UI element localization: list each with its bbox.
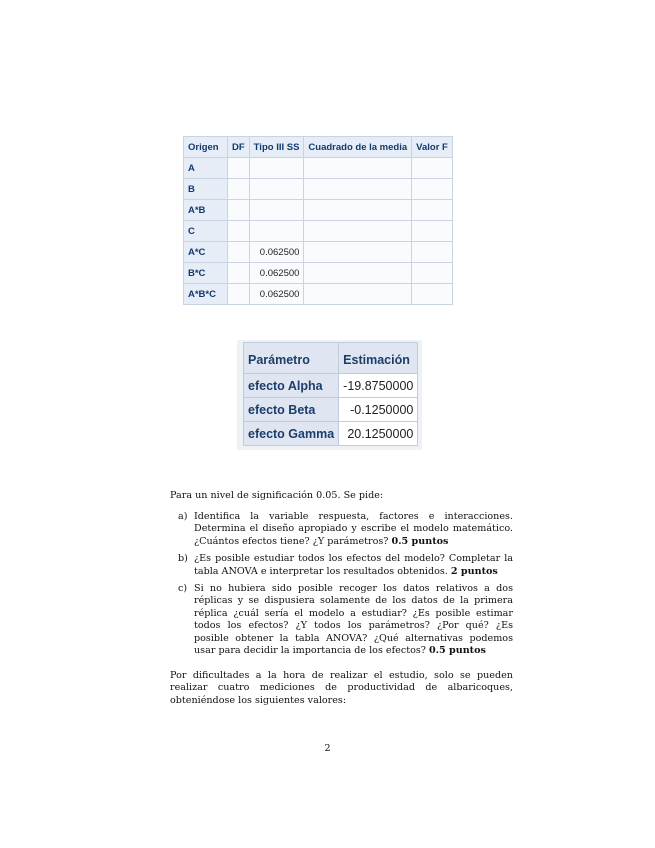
anova-cell-origen: A*B*C: [184, 284, 228, 305]
anova-row: [184, 242, 453, 263]
anova-cell-df: [228, 263, 250, 284]
parameter-header-estimate: Estimación: [339, 343, 418, 374]
anova-row: [184, 158, 453, 179]
anova-header-ms: Cuadrado de la media: [304, 137, 412, 158]
anova-cell-origen: B: [184, 179, 228, 200]
anova-header-ss: Tipo III SS: [249, 137, 304, 158]
question-text: Si no hubiera sido posible recoger los datos relativos a dos réplicas y se dispusiera solamente de los datos de la primera réplica ¿cuál sería el modelo a estudiar? ¿Es posible estimar todos los efectos? ¿Y todos los parámetros? ¿Por qué? ¿Es posible obtener la tabla ANOVA? ¿Qué alternativas podemos usar para decidir la importancia de los efectos?: [194, 583, 513, 657]
anova-cell-ms: [304, 179, 412, 200]
anova-cell-f: [412, 221, 453, 242]
anova-header-origen: Origen: [184, 137, 228, 158]
anova-cell-origen: C: [184, 221, 228, 242]
anova-cell-origen: A*C: [184, 242, 228, 263]
anova-header-df: DF: [228, 137, 250, 158]
anova-cell-ms: [304, 263, 412, 284]
anova-cell-df: [228, 284, 250, 305]
anova-cell-origen: A*B: [184, 200, 228, 221]
anova-cell-df: [228, 158, 250, 179]
parameter-body: [244, 374, 418, 446]
parameter-estimate: -19.8750000: [339, 374, 418, 398]
parameter-table: [243, 342, 418, 446]
anova-cell-ss: 0.062500: [249, 284, 304, 305]
anova-cell-ms: [304, 284, 412, 305]
anova-row: [184, 263, 453, 284]
parameter-row: [244, 374, 418, 398]
question-text: ¿Es posible estudiar todos los efectos del modelo? Completar la tabla ANOVA e interpretar los resultados obtenidos.: [194, 553, 513, 577]
anova-cell-f: [412, 200, 453, 221]
anova-cell-df: [228, 242, 250, 263]
parameter-header-name: Parámetro: [244, 343, 339, 374]
parameter-estimate: 20.1250000: [339, 422, 418, 446]
anova-cell-ss: [249, 221, 304, 242]
anova-cell-ss: 0.062500: [249, 242, 304, 263]
question-item: [170, 553, 513, 578]
anova-cell-origen: B*C: [184, 263, 228, 284]
anova-cell-ms: [304, 200, 412, 221]
anova-row: [184, 179, 453, 200]
question-points: 0.5 puntos: [428, 645, 486, 657]
parameter-name: efecto Beta: [244, 398, 339, 422]
parameter-name: efecto Gamma: [244, 422, 339, 446]
anova-cell-ss: 0.062500: [249, 263, 304, 284]
anova-cell-f: [412, 284, 453, 305]
anova-cell-df: [228, 221, 250, 242]
question-points: 0.5 puntos: [391, 535, 449, 547]
anova-table: [183, 136, 453, 305]
question-list: [170, 511, 513, 662]
anova-cell-ss: [249, 200, 304, 221]
question-marker: c): [178, 583, 188, 595]
question-item: [170, 583, 513, 657]
anova-row: [184, 221, 453, 242]
parameter-estimate: -0.1250000: [339, 398, 418, 422]
anova-header-row: [184, 137, 453, 158]
question-marker: b): [178, 553, 188, 565]
anova-cell-ms: [304, 221, 412, 242]
anova-cell-ss: [249, 179, 304, 200]
question-text: Identifica la variable respuesta, factores e interacciones. Determina el diseño apropiado y escribe el modelo matemático. ¿Cuántos efectos tiene? ¿Y parámetros?: [194, 511, 513, 547]
intro-text: Para un nivel de significación 0.05. Se pide:: [170, 490, 384, 501]
anova-row: [184, 200, 453, 221]
parameter-table-panel: [237, 340, 422, 450]
question-marker: a): [178, 511, 188, 522]
anova-body: [184, 158, 453, 305]
anova-cell-f: [412, 158, 453, 179]
anova-header-f: Valor F: [412, 137, 453, 158]
closing-paragraph: Por dificultades a la hora de realizar el estudio, solo se pueden realizar cuatro mediciones de productividad de albaricoques, obteniéndose los siguientes valores:: [170, 670, 513, 706]
anova-cell-origen: A: [184, 158, 228, 179]
page-number: 2: [324, 743, 331, 754]
parameter-name: efecto Alpha: [244, 374, 339, 398]
anova-cell-f: [412, 179, 453, 200]
anova-cell-ms: [304, 242, 412, 263]
parameter-row: [244, 398, 418, 422]
anova-cell-ms: [304, 158, 412, 179]
anova-cell-f: [412, 242, 453, 263]
parameter-row: [244, 422, 418, 446]
question-item: [170, 511, 513, 548]
parameter-header-row: [244, 343, 418, 374]
anova-cell-ss: [249, 158, 304, 179]
anova-cell-f: [412, 263, 453, 284]
anova-cell-df: [228, 179, 250, 200]
anova-cell-df: [228, 200, 250, 221]
anova-row: [184, 284, 453, 305]
question-points: 2 puntos: [450, 565, 498, 577]
